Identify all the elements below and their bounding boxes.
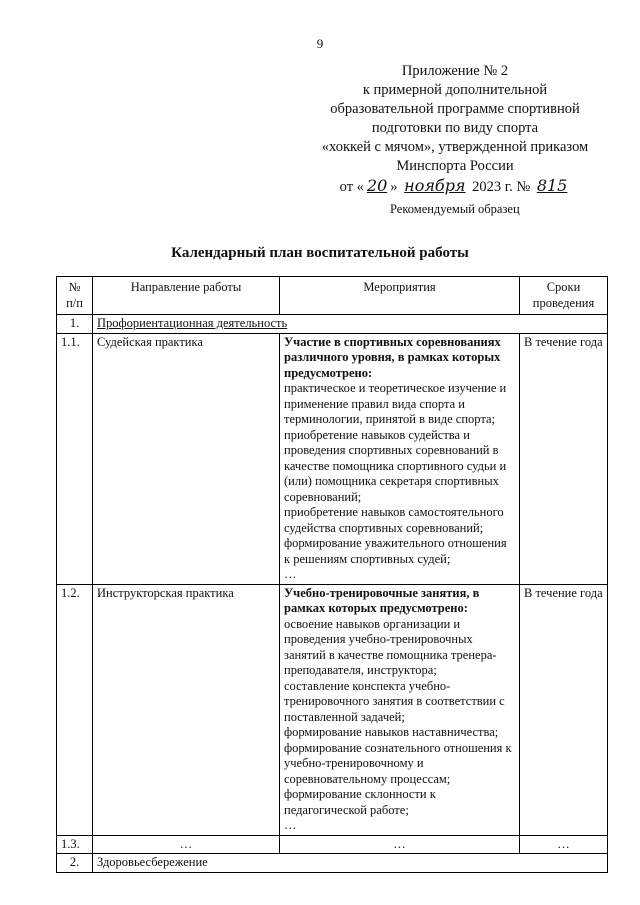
order-year: 2023 г. № [472,179,531,195]
event-item: … [284,567,297,581]
event-item: формирование уважительного отношения к решениям спортивных судей; [284,536,507,566]
event-title: Учебно-тренировочные занятия, в рамках которых предусмотрено: [284,585,480,615]
row-num: 1.2. [57,584,93,835]
event-title: Участие в спортивных соревнованиях различного уровня, в рамках которых предусмотрено: [284,334,501,380]
table-row [57,835,608,854]
event-item: формирование склонности к педагогической работе; [284,787,436,817]
row-num: 1.3. [57,835,93,854]
appendix-line: Минспорта России [396,158,514,174]
header-events: Мероприятия [280,277,520,315]
row-events [280,584,520,835]
page-number: 9 [316,36,324,51]
appendix-line: образовательной программе спортивной [330,101,580,117]
row-events: … [280,835,520,854]
table-row [57,333,608,584]
row-term: В течение года [520,333,608,584]
event-item: … [284,818,297,832]
event-item: приобретение навыков самостоятельного судейства спортивных соревнований; [284,505,504,535]
header-num: № п/п [57,277,93,315]
sample-label: Рекомендуемый образец [390,202,520,216]
event-item: формирование навыков наставничества; [284,725,499,739]
section-title: Здоровьесбережение [93,854,608,873]
row-direction: Инструкторская практика [93,584,280,835]
order-number: 815 [536,176,568,195]
appendix-header [300,62,610,197]
event-item: практическое и теоретическое изучение и применение правил вида спорта и терминологии, принятой в виде спорта; [284,381,507,426]
section-row [57,854,608,873]
row-term: В течение года [520,584,608,835]
order-reference [300,176,610,197]
event-item: приобретение навыков судейства и проведения спортивных соревнований в качестве помощника спортивного судьи и (или) помощника секретаря спортивных соревнований; [284,427,507,504]
row-direction: … [93,835,280,854]
plan-table [56,276,608,873]
section-row [57,315,608,334]
event-item: освоение навыков организации и проведения учебно-тренировочных занятий в качестве помощника тренера-преподавателя, инструктора; [284,616,497,677]
order-month: ноября [404,176,466,195]
section-num: 2. [57,854,93,873]
appendix-line: подготовки по виду спорта [371,120,539,136]
row-direction: Судейская практика [93,333,280,584]
appendix-line: «хоккей с мячом», утвержденной приказом [321,139,589,155]
section-num: 1. [57,315,93,334]
header-direction: Направление работы [93,277,280,315]
event-item: составление конспекта учебно-тренировочного занятия в соответствии с поставленной задачей; [284,678,505,724]
appendix-title: Приложение № 2 [401,63,509,79]
table-row [57,584,608,835]
header-terms: Сроки проведения [520,277,608,315]
row-term: … [520,835,608,854]
row-events [280,333,520,584]
event-item: формирование сознательного отношения к учебно-тренировочному и соревновательному процессам; [284,740,512,786]
order-prefix: от « [339,179,364,195]
row-num: 1.1. [57,333,93,584]
order-day: 20 [366,176,388,195]
document-title: Календарный план воспитательной работы [171,245,469,261]
section-title: Профориентационная деятельность [93,315,608,334]
order-mid: » [390,179,398,195]
appendix-line: к примерной дополнительной [362,82,548,98]
table-header-row [57,277,608,315]
